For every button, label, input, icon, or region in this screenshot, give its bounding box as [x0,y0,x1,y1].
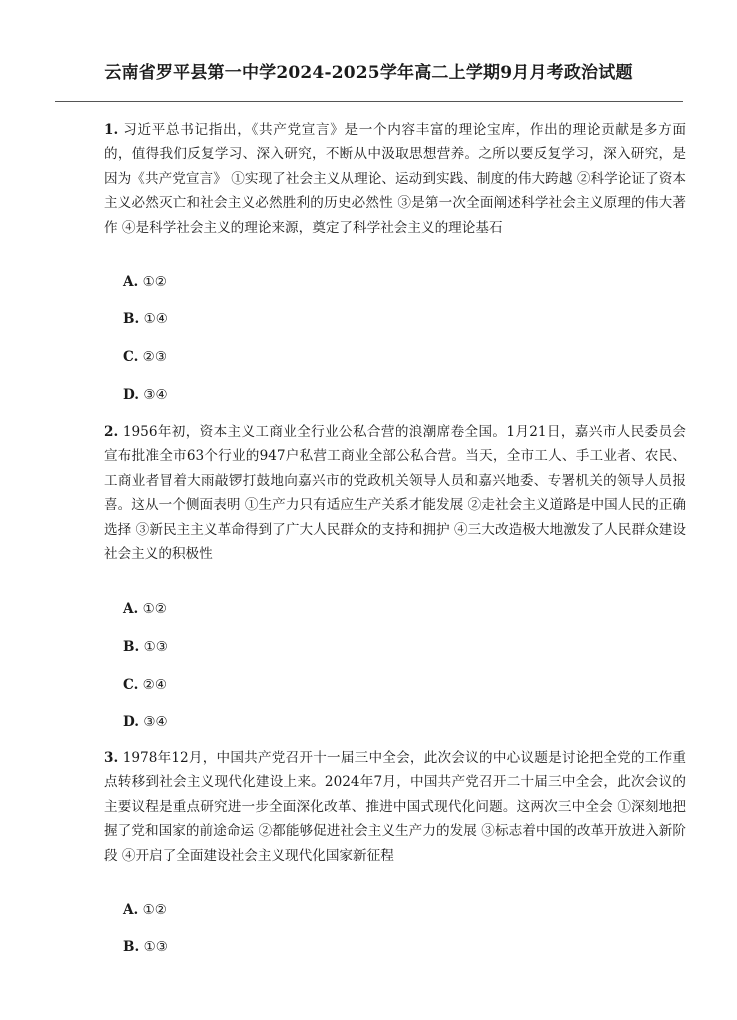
question-number: 2. [104,424,119,440]
option-letter: D. [123,387,140,403]
option-b[interactable] [123,309,168,329]
option-value: ②③ [142,349,168,365]
option-b[interactable] [123,937,168,957]
option-value: ①③ [143,639,168,655]
option-letter: B. [123,639,140,655]
option-letter: A. [123,274,139,290]
question-number: 3. [104,750,119,766]
option-letter: C. [123,677,139,693]
option-letter: B. [123,311,140,327]
option-a[interactable] [123,272,167,292]
question-3 [104,746,686,868]
option-c[interactable] [123,347,167,367]
page-title: 云南省罗平县第一中学2024-2025学年高二上学期9月月考政治试题 [104,63,633,83]
option-value: ②④ [142,677,168,693]
option-letter: A. [123,902,139,918]
option-c[interactable] [123,675,167,695]
option-value: ①② [142,902,167,918]
option-value: ③④ [143,387,168,403]
option-letter: A. [123,601,139,617]
question-1 [104,118,686,240]
option-value: ③④ [143,714,168,730]
option-letter: B. [123,939,140,955]
title-divider [55,101,683,102]
option-d[interactable] [123,712,168,732]
option-letter: C. [123,349,139,365]
question-text: 习近平总书记指出，《共产党宣言》是一个内容丰富的理论宝库，作出的理论贡献是多方面的，值得我们反复学习、深入研究，不断从中汲取思想营养。之所以要反复学习，深入研究，是因为《共产党宣言》 ①实现了社会主义从理论、运动到实践、制度的伟大跨越 ②科学论证了资本主义必然灭亡和社会主义必然胜利的历史必然性 ③是第一次全面阐述科学社会主义原理的伟大著作 ④是科学社会主义的理论来源，奠定了科学社会主义的理论基石 [104,122,686,236]
question-text: 1956年初，资本主义工商业全行业公私合营的浪潮席卷全国。1月21日，嘉兴市人民委员会宣布批准全市63个行业的947户私营工商业全部公私合营。当天，全市工人、手工业者、农民、工商业者冒着大雨敲锣打鼓地向嘉兴市的党政机关领导人员和嘉兴地委、专署机关的领导人员报喜。这从一个侧面表明 ①生产力只有适应生产关系才能发展 ②走社会主义道路是中国人民的正确选择 ③新民主主义革命得到了广大人民群众的支持和拥护 ④三大改造极大地激发了人民群众建设社会主义的积极性 [104,424,686,563]
option-b[interactable] [123,637,168,657]
option-letter: D. [123,714,140,730]
option-value: ①④ [143,311,168,327]
option-value: ①② [142,601,167,617]
option-a[interactable] [123,599,167,619]
question-number: 1. [104,122,119,138]
option-value: ①③ [143,939,168,955]
option-a[interactable] [123,900,167,920]
option-d[interactable] [123,385,168,405]
option-value: ①② [142,274,167,290]
question-text: 1978年12月，中国共产党召开十一届三中全会，此次会议的中心议题是讨论把全党的工作重点转移到社会主义现代化建设上来。2024年7月，中国共产党召开二十届三中全会，此次会议的主要议程是重点研究进一步全面深化改革、推进中国式现代化问题。这两次三中全会 ①深刻地把握了党和国家的前途命运 ②都能够促进社会主义生产力的发展 ③标志着中国的改革开放进入新阶段 ④开启了全面建设社会主义现代化国家新征程 [104,750,686,864]
question-2 [104,420,686,566]
